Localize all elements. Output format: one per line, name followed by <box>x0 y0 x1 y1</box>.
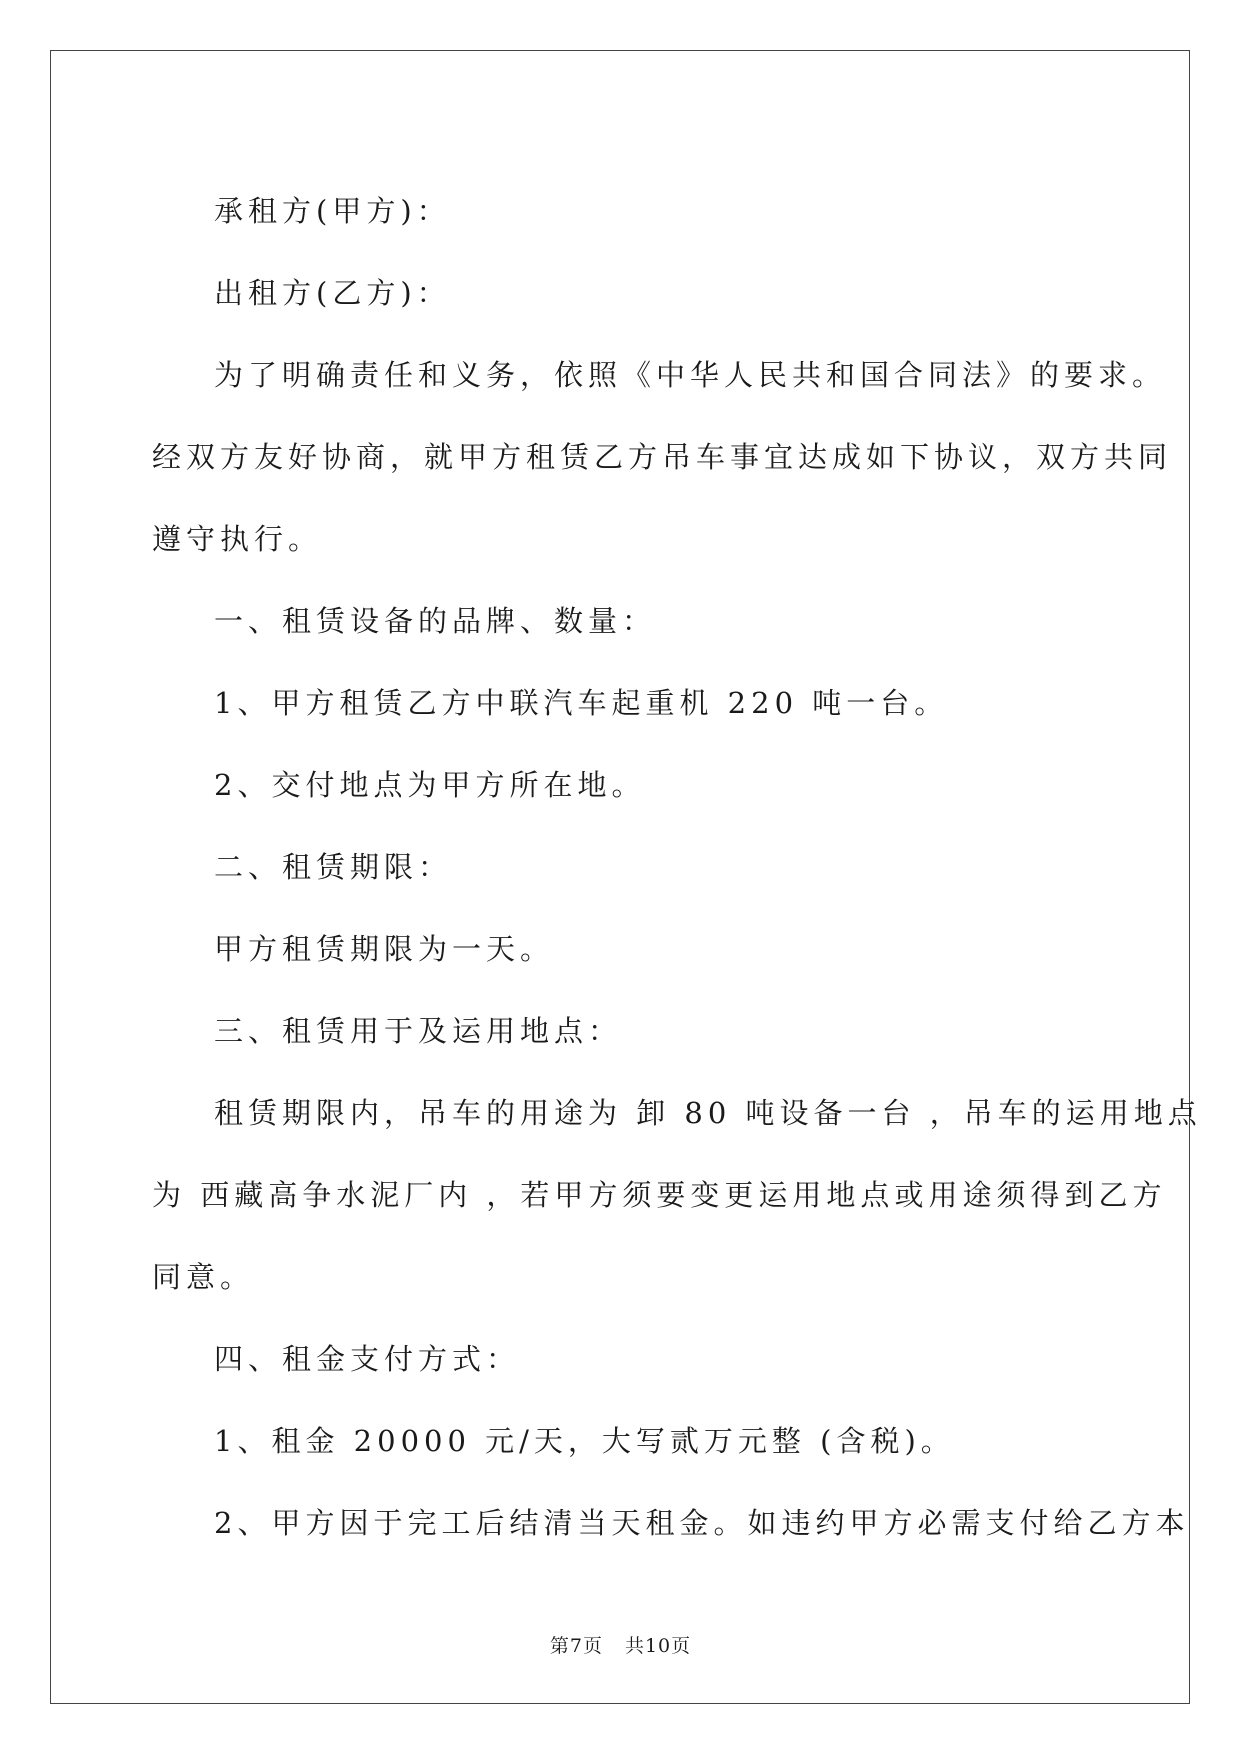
clause-equipment-1: 1、甲方租赁乙方中联汽车起重机 220 吨一台。 <box>214 686 949 720</box>
document-body <box>152 170 1202 1564</box>
paragraph-lessor: 出租方(乙方)： <box>214 276 451 310</box>
section-heading-equipment: 一、租赁设备的品牌、数量： <box>214 604 657 638</box>
section-heading-payment: 四、租金支付方式： <box>214 1342 521 1376</box>
paragraph-preamble-line-2: 经双方友好协商，就甲方租赁乙方吊车事宜达成如下协议，双方共同 <box>152 440 1173 474</box>
clause-equipment-2: 2、交付地点为甲方所在地。 <box>214 768 646 802</box>
clause-payment-1: 1、租金 20000 元/天，大写贰万元整 (含税)。 <box>214 1424 955 1458</box>
paragraph-lessee: 承租方(甲方)： <box>214 194 451 228</box>
clause-usage-line-1: 租赁期限内，吊车的用途为 卸 80 吨设备一台 ，吊车的运用地点 <box>214 1096 1202 1130</box>
section-heading-term: 二、租赁期限： <box>214 850 453 884</box>
paragraph-preamble-line-1: 为了明确责任和义务，依照《中华人民共和国合同法》的要求。 <box>214 358 1167 392</box>
paragraph-preamble-line-3: 遵守执行。 <box>152 522 323 556</box>
page-number-current: 第7页 <box>549 1635 603 1657</box>
clause-usage-line-3: 同意。 <box>152 1260 255 1294</box>
page-number-total: 共10页 <box>624 1635 692 1657</box>
page-footer <box>0 1631 1241 1658</box>
section-heading-usage: 三、租赁用于及运用地点： <box>214 1014 623 1048</box>
clause-usage-line-2: 为 西藏高争水泥厂内 ，若甲方须要变更运用地点或用途须得到乙方 <box>152 1178 1167 1212</box>
clause-payment-2: 2、甲方因于完工后结清当天租金。如违约甲方必需支付给乙方本 <box>214 1506 1190 1540</box>
clause-term: 甲方租赁期限为一天。 <box>214 932 555 966</box>
